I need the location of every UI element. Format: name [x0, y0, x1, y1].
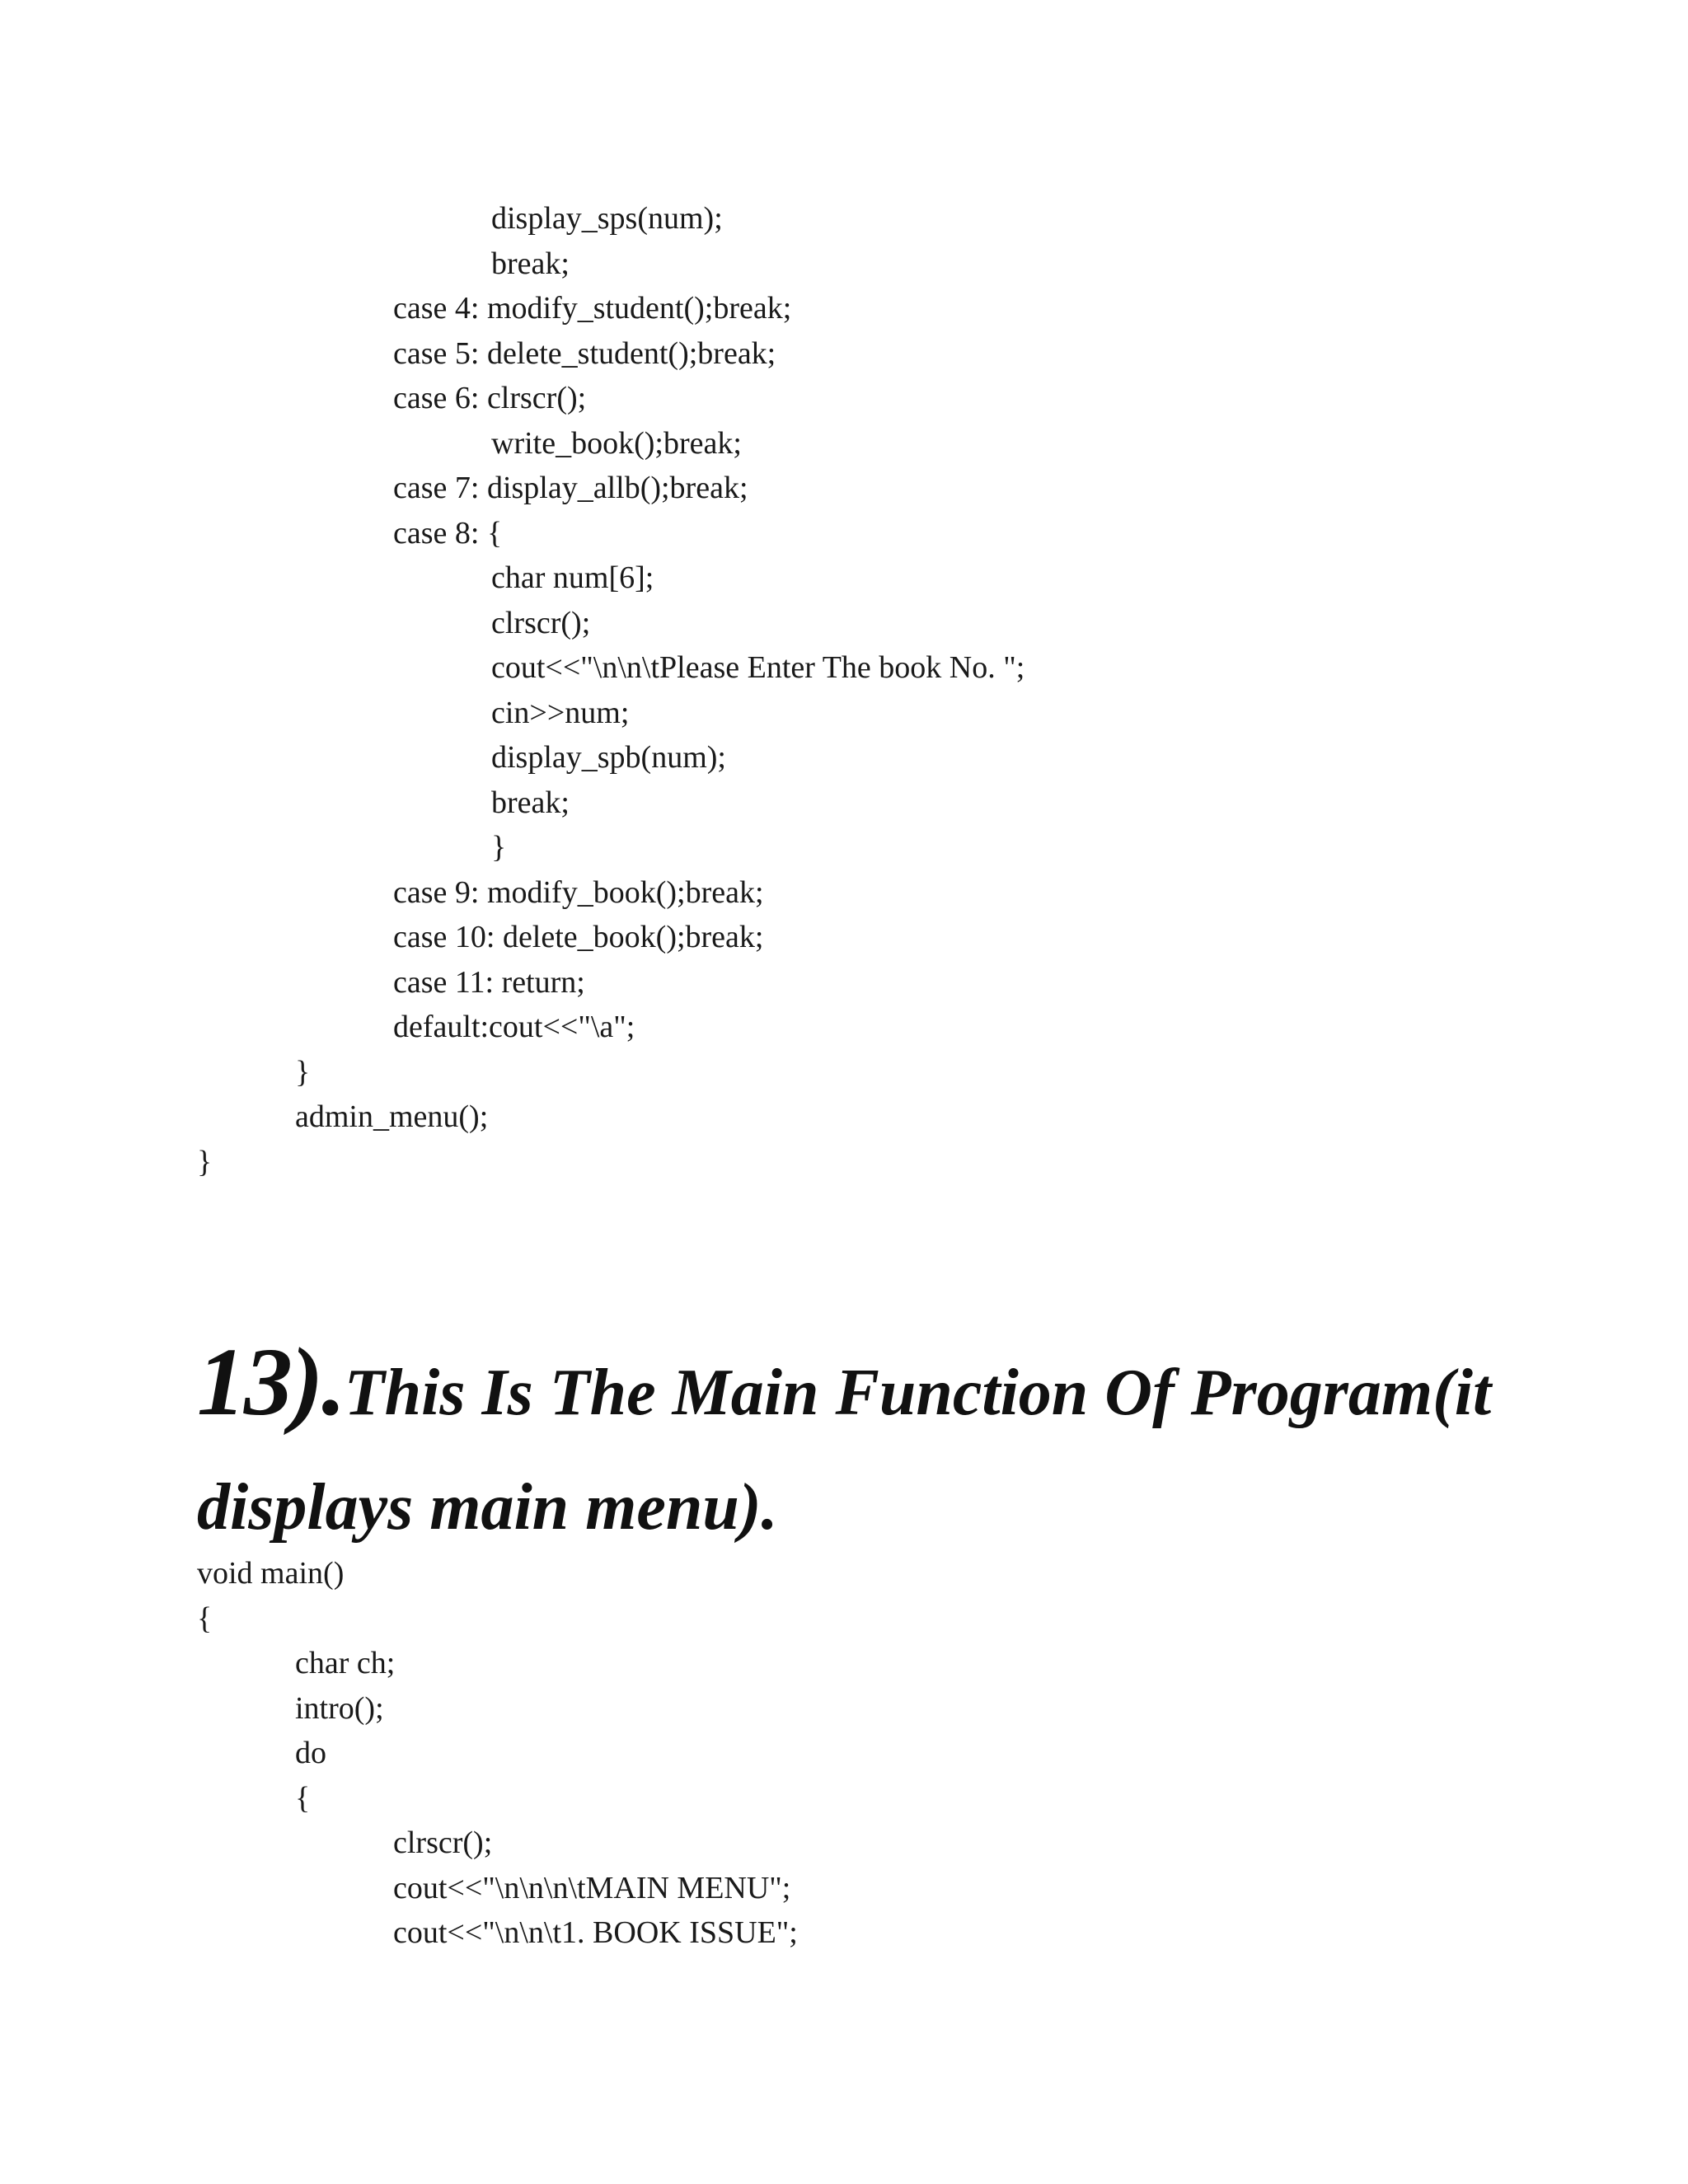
code-line: case 11: return; [393, 964, 585, 1000]
code-line: case 5: delete_student();break; [393, 335, 776, 371]
code-line: case 4: modify_student();break; [393, 291, 792, 326]
code-line: do [295, 1736, 326, 1770]
code-line: case 7: display_allb();break; [393, 471, 748, 505]
code-line: { [197, 1601, 213, 1636]
code-line: break; [491, 785, 570, 820]
code-line: char num[6]; [491, 560, 654, 595]
code-line: } [197, 1144, 213, 1179]
code-line: case 8: { [393, 515, 503, 551]
code-line: cout<<"\n\n\tPlease Enter The book No. "; [491, 650, 1025, 685]
code-line: } [491, 830, 507, 865]
section-title: This Is The Main Function Of Program(it displays main menu). [197, 1357, 1492, 1544]
code-line: { [295, 1780, 311, 1816]
code-line: } [295, 1054, 311, 1090]
code-line: display_spb(num); [491, 740, 726, 775]
code-line: case 10: delete_book();break; [393, 920, 764, 954]
section-number: 13). [197, 1328, 345, 1436]
section-heading [197, 1328, 1598, 1571]
code-block-main-function [0, 1551, 798, 1956]
code-line: case 9: modify_book();break; [393, 874, 764, 910]
code-line: cout<<"\n\n\t1. BOOK ISSUE"; [393, 1915, 798, 1950]
code-line: intro(); [295, 1690, 384, 1726]
code-line: cout<<"\n\n\n\tMAIN MENU"; [393, 1870, 791, 1905]
code-line: clrscr(); [393, 1825, 493, 1860]
code-line: case 6: clrscr(); [393, 381, 587, 415]
code-line: char ch; [295, 1646, 396, 1680]
code-line: write_book();break; [491, 425, 742, 461]
code-line: clrscr(); [491, 605, 591, 640]
code-line: void main() [197, 1556, 345, 1591]
code-line: cin>>num; [491, 695, 630, 730]
code-line: break; [491, 246, 570, 281]
code-line: display_sps(num); [491, 201, 723, 236]
code-block-admin-menu-end [0, 196, 1025, 1184]
code-line: default:cout<<"\a"; [393, 1010, 635, 1044]
code-line: admin_menu(); [295, 1099, 489, 1134]
